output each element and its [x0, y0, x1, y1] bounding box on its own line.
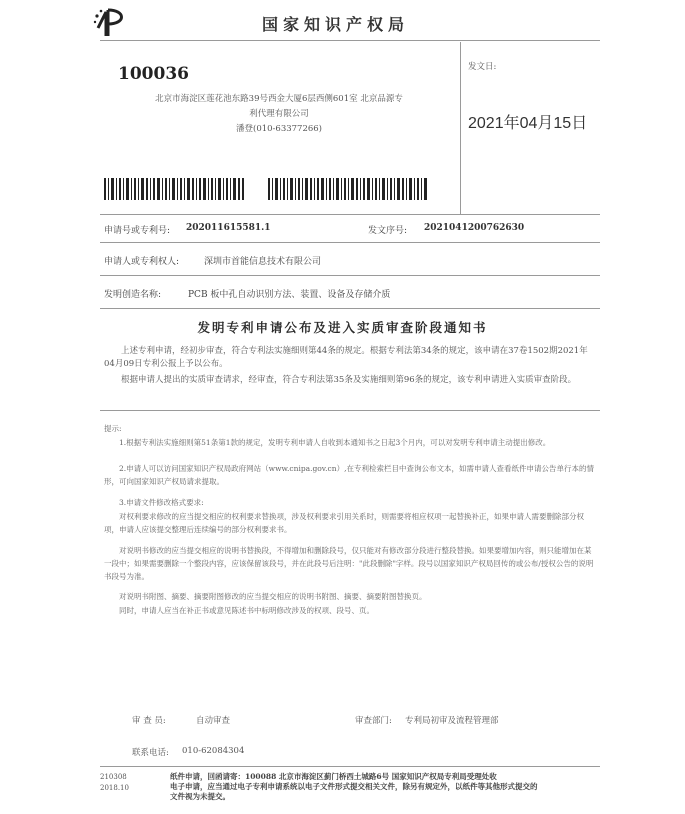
phone-label: 联系电话: [132, 748, 169, 758]
invention-title: PCB 板中孔自动识别方法、装置、设备及存储介质 [188, 290, 391, 300]
address-line-2: 利代理有限公司 [249, 109, 309, 119]
header-divider [460, 42, 461, 214]
examiner-name: 自动审查 [196, 716, 231, 726]
barcode-icon [104, 178, 244, 200]
department-name: 专利局初审及流程管理部 [405, 716, 499, 726]
dispatch-date-label: 发文日: [468, 62, 497, 72]
dispatch-date: 2021年04月15日 [468, 115, 588, 132]
serial-number: 2021041200762630 [424, 223, 525, 233]
row-divider [100, 308, 600, 309]
application-number-label: 申请号或专利号: [104, 226, 171, 236]
hint-item-3d: 同时，申请人应当在补正书或意见陈述书中标明修改涉及的权项、段号、页。 [119, 606, 374, 615]
hint-item-2: 2.申请人可以访问国家知识产权局政府网站（www.cnipa.gov.cn）,在专利检索栏目中查询公布文本，如需申请人查看纸件申请公告单行本的情形，可向国家知识产权局请求提取。 [104, 464, 594, 486]
top-rule [100, 40, 600, 41]
department-label: 审查部门: [355, 716, 392, 726]
cnipa-logo-icon [92, 6, 136, 40]
form-version: 2018.10 [100, 784, 129, 792]
hint-item-3b: 对说明书修改的应当提交相应的说明书替换段，不得增加和删除段号，仅只能对有修改部分段进行整段替换。如果要增加内容，则只能增加在某一段中；如果需要删除一个整段内容，应该保留该段号，并在此段号后注明："此段删除"字样。段号以国家知识产权局回传的或公布/授权公告的说明书段号为准。 [104, 546, 594, 581]
hint-item-1: 1.根据专利法实施细则第51条第1款的规定，发明专利申请人自收到本通知书之日起3个月内，可以对发明专利申请主动提出修改。 [119, 438, 551, 447]
notice-title: 发明专利申请公布及进入实质审查阶段通知书 [197, 320, 488, 335]
row-divider [100, 242, 600, 243]
form-note-line-2: 电子申请，应当通过电子专利申请系统以电子文件形式提交相关文件，除另有规定外，以纸件等其他形式提交的 [170, 782, 538, 791]
application-number: 202011615581.1 [186, 223, 271, 233]
form-code: 210308 [100, 773, 127, 781]
hint-item-3a: 对权利要求修改的应当提交相应的权利要求替换项，涉及权利要求引用关系时，则需要将相应权项一起替换补正，如果申请人需要删除部分权项，申请人应该提交整理后连续编号的部分权利要求书。 [104, 512, 584, 534]
form-note-line-1: 纸件申请，回函请寄：100088 北京市海淀区蓟门桥西土城路6号 国家知识产权局专利局受理处收 [170, 772, 497, 781]
notice-paragraph-1: 上述专利申请，经初步审查，符合专利法实施细则第44条的规定。根据专利法第34条的规定，该申请在37卷1502期2021年04月09日专利公报上予以公布。 [104, 346, 588, 369]
address-line-1: 北京市海淀区莲花池东路39号西金大厦6层西侧601室 北京品源专 [155, 94, 403, 104]
invention-title-label: 发明创造名称: [104, 290, 162, 300]
examiner-label: 审 查 员: [132, 716, 166, 726]
recipient-address [104, 92, 454, 137]
applicant-name: 深圳市首能信息技术有限公司 [204, 257, 322, 267]
footer-divider [100, 766, 600, 767]
barcode-icon [268, 178, 428, 200]
hint-item-3: 3.申请文件修改格式要求: [119, 498, 204, 507]
serial-number-label: 发文序号: [368, 226, 408, 236]
hint-item-3c: 对说明书附图、摘要、摘要附图修改的应当提交相应的说明书附图、摘要、摘要附图替换页。 [119, 592, 427, 601]
notice-paragraph-2: 根据申请人提出的实质审查请求，经审查，符合专利法第35条及实施细则第96条的规定，该专利申请进入实质审查阶段。 [121, 375, 577, 385]
form-note-line-3: 文件视为未提交。 [170, 792, 230, 801]
phone-number: 010-62084304 [182, 746, 245, 756]
address-line-3: 潘登(010-63377266) [236, 124, 322, 134]
row-divider [100, 410, 600, 411]
office-name: 国家知识产权局 [262, 15, 410, 34]
applicant-label: 申请人或专利权人: [104, 257, 180, 267]
form-note [170, 772, 600, 802]
row-divider [100, 214, 600, 215]
hints-heading: 提示: [104, 424, 122, 433]
postcode: 100036 [118, 64, 189, 84]
row-divider [100, 275, 600, 276]
